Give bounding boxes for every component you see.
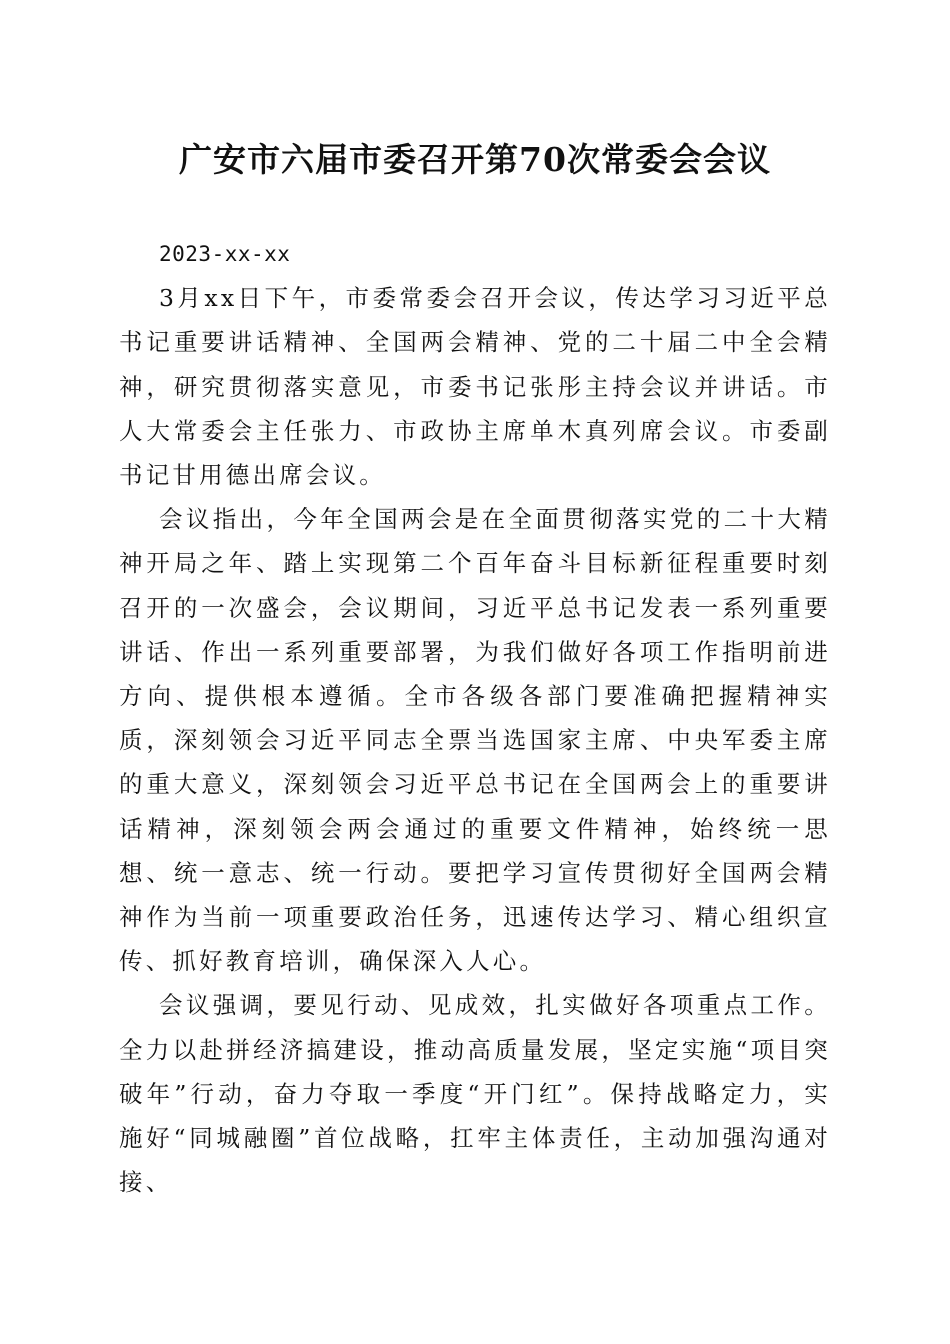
- document-date: 2023-xx-xx: [159, 242, 291, 266]
- paragraph: 会议强调，要见行动、见成效，扎实做好各项重点工作。全力以赴拼经济搞建设，推动高质量发展，坚定实施“项目突破年”行动，奋力夺取一季度“开门红”。保持战略定力，实施好“同城融圈”首位战略，扛牢主体责任，主动加强沟通对接、: [119, 991, 831, 1197]
- document-title: 广安市六届市委召开第70次常委会会议: [179, 140, 771, 179]
- paragraph: 3月xx日下午，市委常委会召开会议，传达学习习近平总书记重要讲话精神、全国两会精神、党的二十届二中全会精神，研究贯彻落实意见，市委书记张彤主持会议并讲话。市人大常委会主任张力、市政协主席单木真列席会议。市委副书记甘用德出席会议。: [119, 284, 831, 490]
- document-body: [119, 232, 831, 1204]
- paragraph: 会议指出，今年全国两会是在全面贯彻落实党的二十大精神开局之年、踏上实现第二个百年奋斗目标新征程重要时刻召开的一次盛会，会议期间，习近平总书记发表一系列重要讲话、作出一系列重要部署，为我们做好各项工作指明前进方向、提供根本遵循。全市各级各部门要准确把握精神实质，深刻领会习近平同志全票当选国家主席、中央军委主席的重大意义，深刻领会习近平总书记在全国两会上的重要讲话精神，深刻领会两会通过的重要文件精神，始终统一思想、统一意志、统一行动。要把学习宣传贯彻好全国两会精神作为当前一项重要政治任务，迅速传达学习、精心组织宣传、抓好教育培训，确保深入人心。: [119, 505, 831, 976]
